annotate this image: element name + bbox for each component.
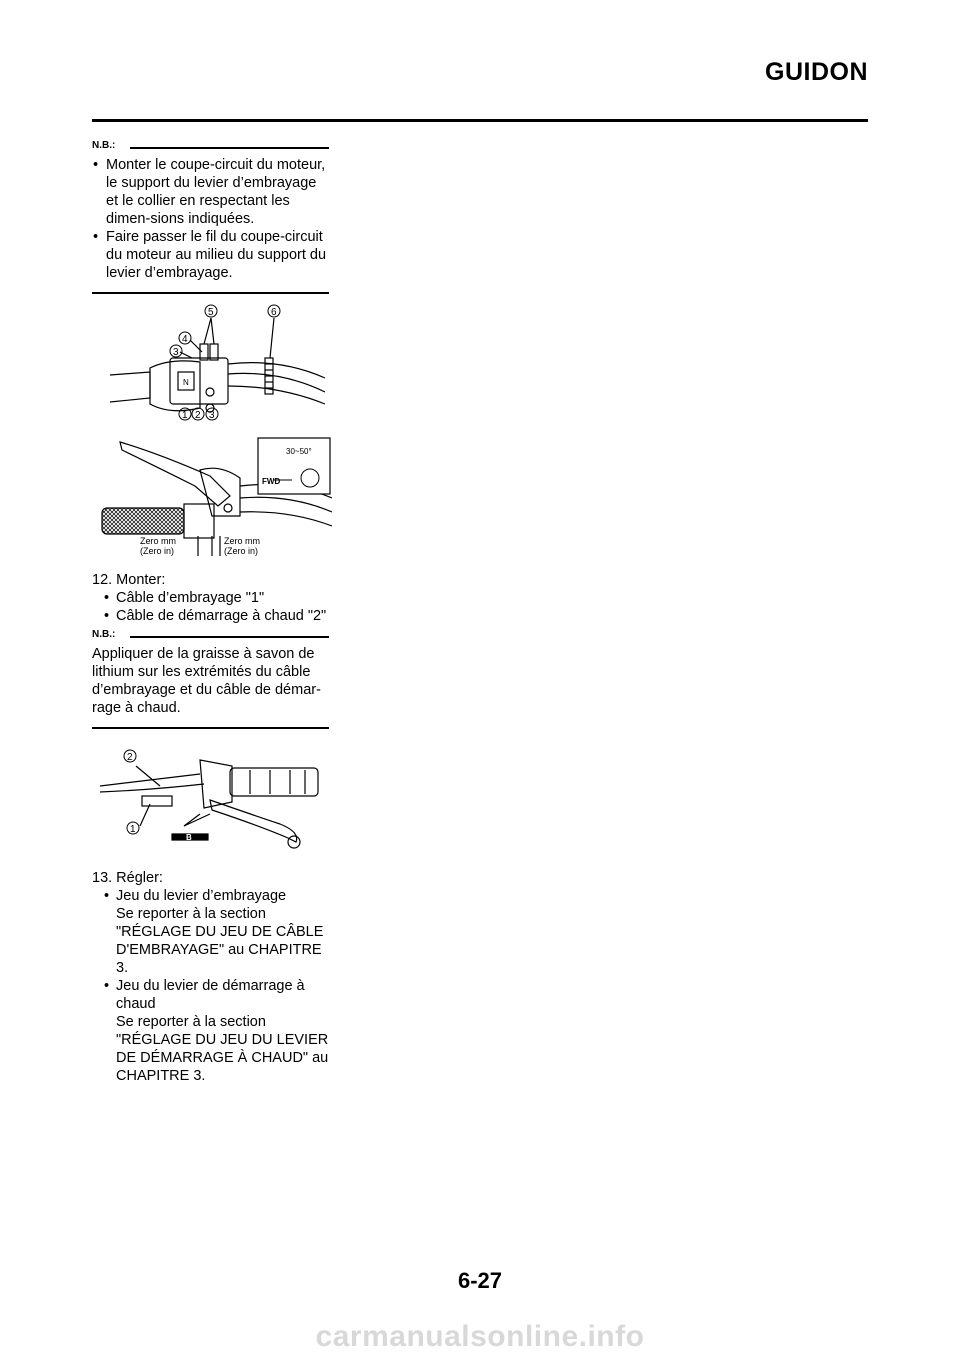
callout-label: 1 [182,410,188,421]
clutch-lever-figure [100,436,332,564]
callout-label: 5 [208,307,214,318]
callout-label: 2 [195,410,201,421]
watermark: carmanualsonline.info [315,1320,645,1353]
direction-inset [258,438,330,494]
fwd-label: FWD [262,477,281,486]
step-13 [92,869,329,1085]
dimension-label: (Zero in) [140,546,175,556]
list-item: • Monter le coupe-circuit du moteur, le support du levier d’embrayage et le collier en respectant les dimen-sions indiquées. [93,157,326,227]
cable-lubrication-figure [100,744,326,856]
list-item: • Câble d’embrayage "1" [104,590,265,606]
callout-label: 6 [271,307,277,318]
note-rule [130,636,329,638]
callout-label: 4 [182,334,188,345]
angle-label: 30~50° [286,447,312,456]
step-12 [92,571,329,625]
note-label: N.B.: [92,629,116,640]
section-reference: Se reporter à la section "RÉGLAGE DU JEU DU LEVIER DE DÉMARRAGE À CHAUD" au CHAPITRE 3. [116,1014,329,1084]
step-title: 12. Monter: [92,572,166,588]
list-item: • Faire passer le fil du coupe-circuit du moteur au milieu du support du levier d’embrayage. [93,229,327,281]
callout-label: 2 [127,752,133,763]
callout-label: 3 [209,410,215,421]
note-end-rule [92,727,329,729]
lube-mark-label: B [186,833,192,842]
svg-text:N: N [183,378,189,387]
list-item: • Jeu du levier de démarrage à chaud [104,978,305,1012]
callout-label: 1 [130,824,136,835]
callout-label: 3 [173,347,179,358]
note-label: N.B.: [92,140,116,151]
section-reference: Se reporter à la section "RÉGLAGE DU JEU DE CÂBLE D'EMBRAYAGE" au CHAPITRE 3. [116,906,324,976]
note-rule [130,147,329,149]
note-text: Appliquer de la graisse à savon de lithium sur les extrémités du câble d’embrayage et du câble de démar-rage à chaud. [92,646,321,716]
header-rule [92,119,868,122]
list-item: • Jeu du levier d’embrayage [104,888,287,904]
list-item: • Câble de démarrage à chaud "2" [104,608,327,624]
note-end-rule [92,292,329,294]
page-number: 6-27 [457,1268,503,1293]
dimension-label: Zero mm [140,536,176,546]
dimension-label: Zero mm [224,536,260,546]
clutch-holder-figure [110,300,335,430]
page-title: GUIDON [765,58,868,86]
note-block-1 [92,140,329,294]
note-block-2 [92,629,329,729]
dimension-label: (Zero in) [224,546,259,556]
step-title: 13. Régler: [92,870,163,886]
